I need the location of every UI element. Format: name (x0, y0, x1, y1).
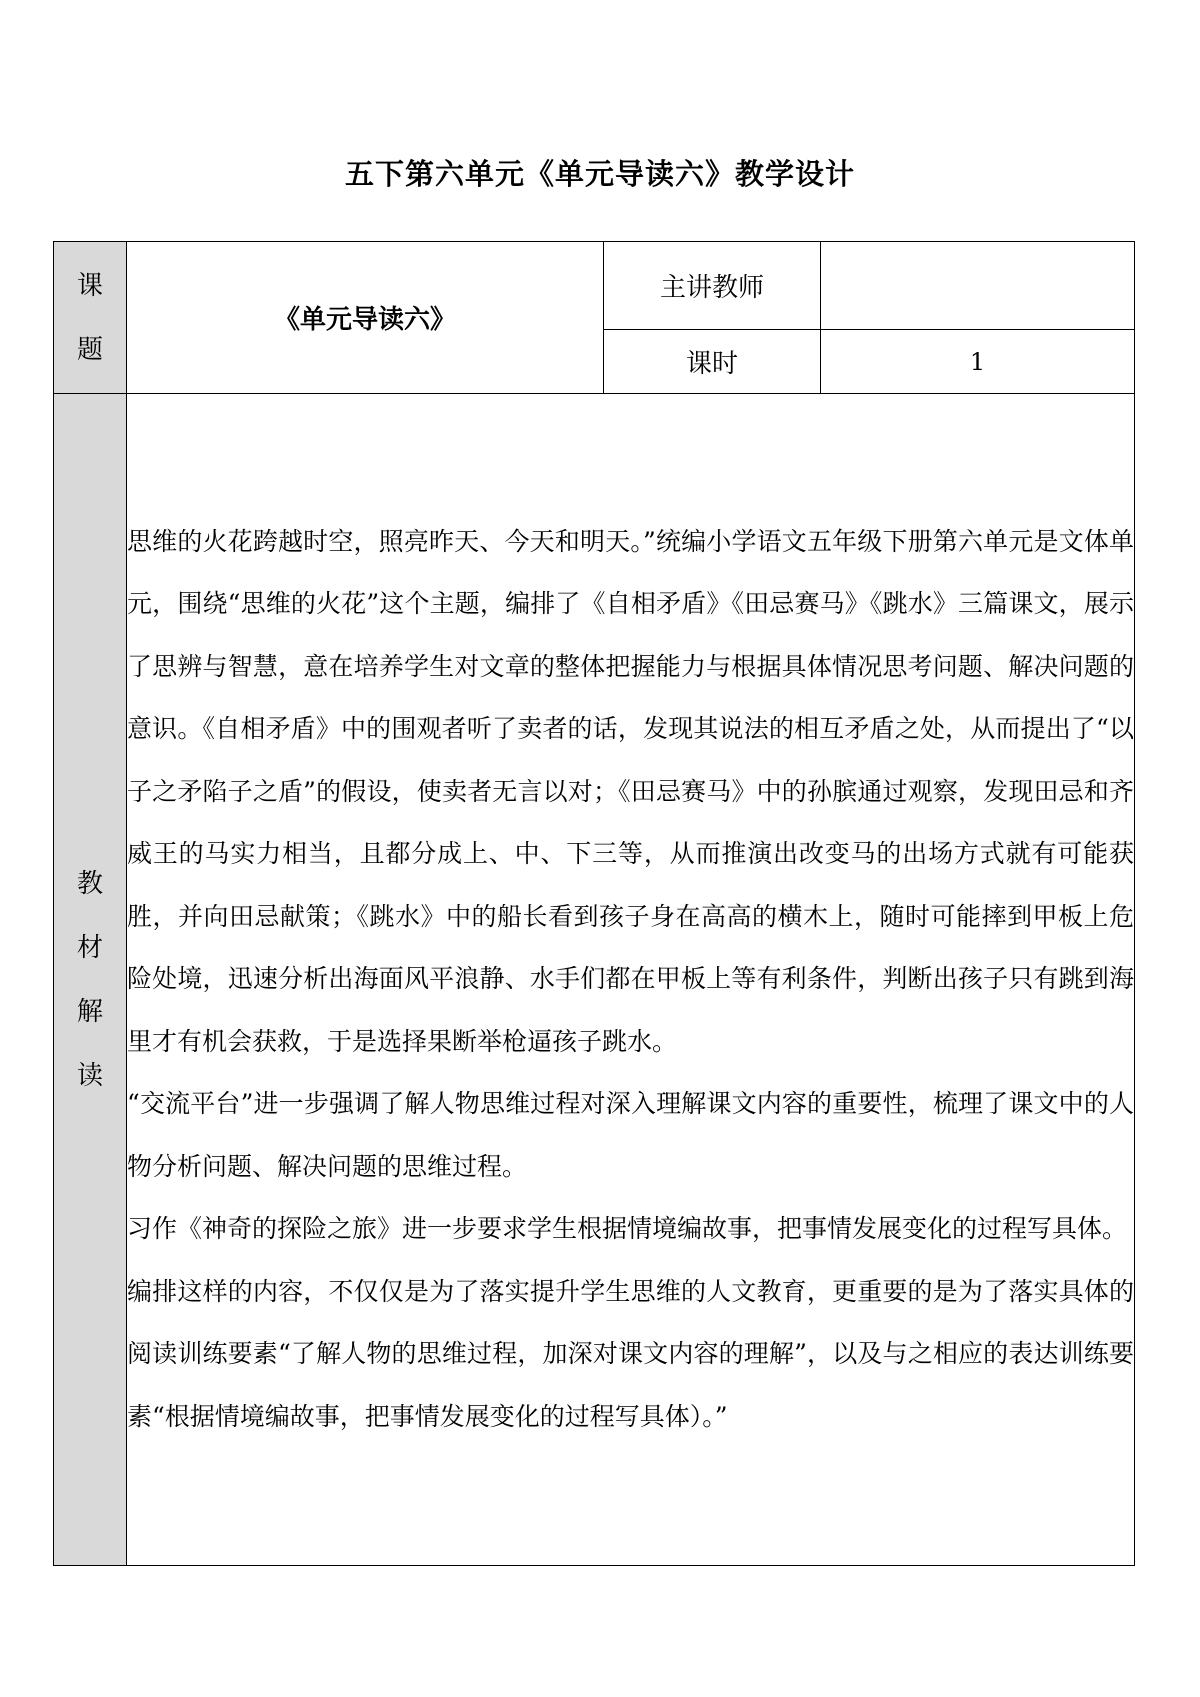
teacher-label: 主讲教师 (604, 242, 821, 330)
teacher-value (821, 242, 1135, 330)
analysis-paragraph: 编排这样的内容，不仅仅是为了落实提升学生思维的人文教育，更重要的是为了落实具体的阅读训练要素“了解人物的思维过程，加深对课文内容的理解”，以及与之相应的表达训练要素“根据情境编故事，把事情发展变化的过程写具体）。” (127, 1276, 1134, 1431)
analysis-content (127, 394, 1135, 1566)
topic-header-char: 课 (76, 270, 103, 301)
analysis-row (54, 394, 1135, 1566)
period-label: 课时 (604, 330, 821, 394)
analysis-header-cell (54, 394, 127, 1566)
analysis-paragraph: “交流平台”进一步强调了解人物思维过程对深入理解课文内容的重要性，梳理了课文中的人物分析问题、解决问题的思维过程。 (127, 1089, 1134, 1181)
analysis-header-char: 解 (76, 996, 103, 1027)
topic-header-char: 题 (76, 334, 103, 365)
document-title: 五下第六单元《单元导读六》教学设计 (344, 157, 855, 191)
topic-value: 《单元导读六》 (127, 242, 604, 394)
analysis-header-char: 教 (76, 868, 103, 899)
lesson-plan-table (53, 241, 1135, 1566)
analysis-header-char: 材 (76, 932, 103, 963)
analysis-header-char: 读 (76, 1060, 103, 1091)
topic-header-cell (54, 242, 127, 394)
period-value: 1 (821, 330, 1135, 394)
analysis-paragraph: 习作《神奇的探险之旅》进一步要求学生根据情境编故事，把事情发展变化的过程写具体。 (127, 1214, 1128, 1244)
topic-row (54, 242, 1135, 330)
analysis-paragraph: 思维的火花跨越时空，照亮昨天、今天和明天。”统编小学语文五年级下册第六单元是文体单元，围绕“思维的火花”这个主题，编排了《自相矛盾》《田忌赛马》《跳水》三篇课文，展示了思辨与智慧，意在培养学生对文章的整体把握能力与根据具体情况思考问题、解决问题的意识。《自相矛盾》中的围观者听了卖者的话，发现其说法的相互矛盾之处，从而提出了“以子之矛陷子之盾”的假设，使卖者无言以对；《田忌赛马》中的孙膑通过观察，发现田忌和齐威王的马实力相当，且都分成上、中、下三等，从而推演出改变马的出场方式就有可能获胜，并向田忌献策；《跳水》中的船长看到孩子身在高高的横木上，随时可能摔到甲板上危险处境，迅速分析出海面风平浪静、水手们都在甲板上等有利条件，判断出孩子只有跳到海里才有机会获救，于是选择果断举枪逼孩子跳水。 (127, 526, 1134, 1056)
